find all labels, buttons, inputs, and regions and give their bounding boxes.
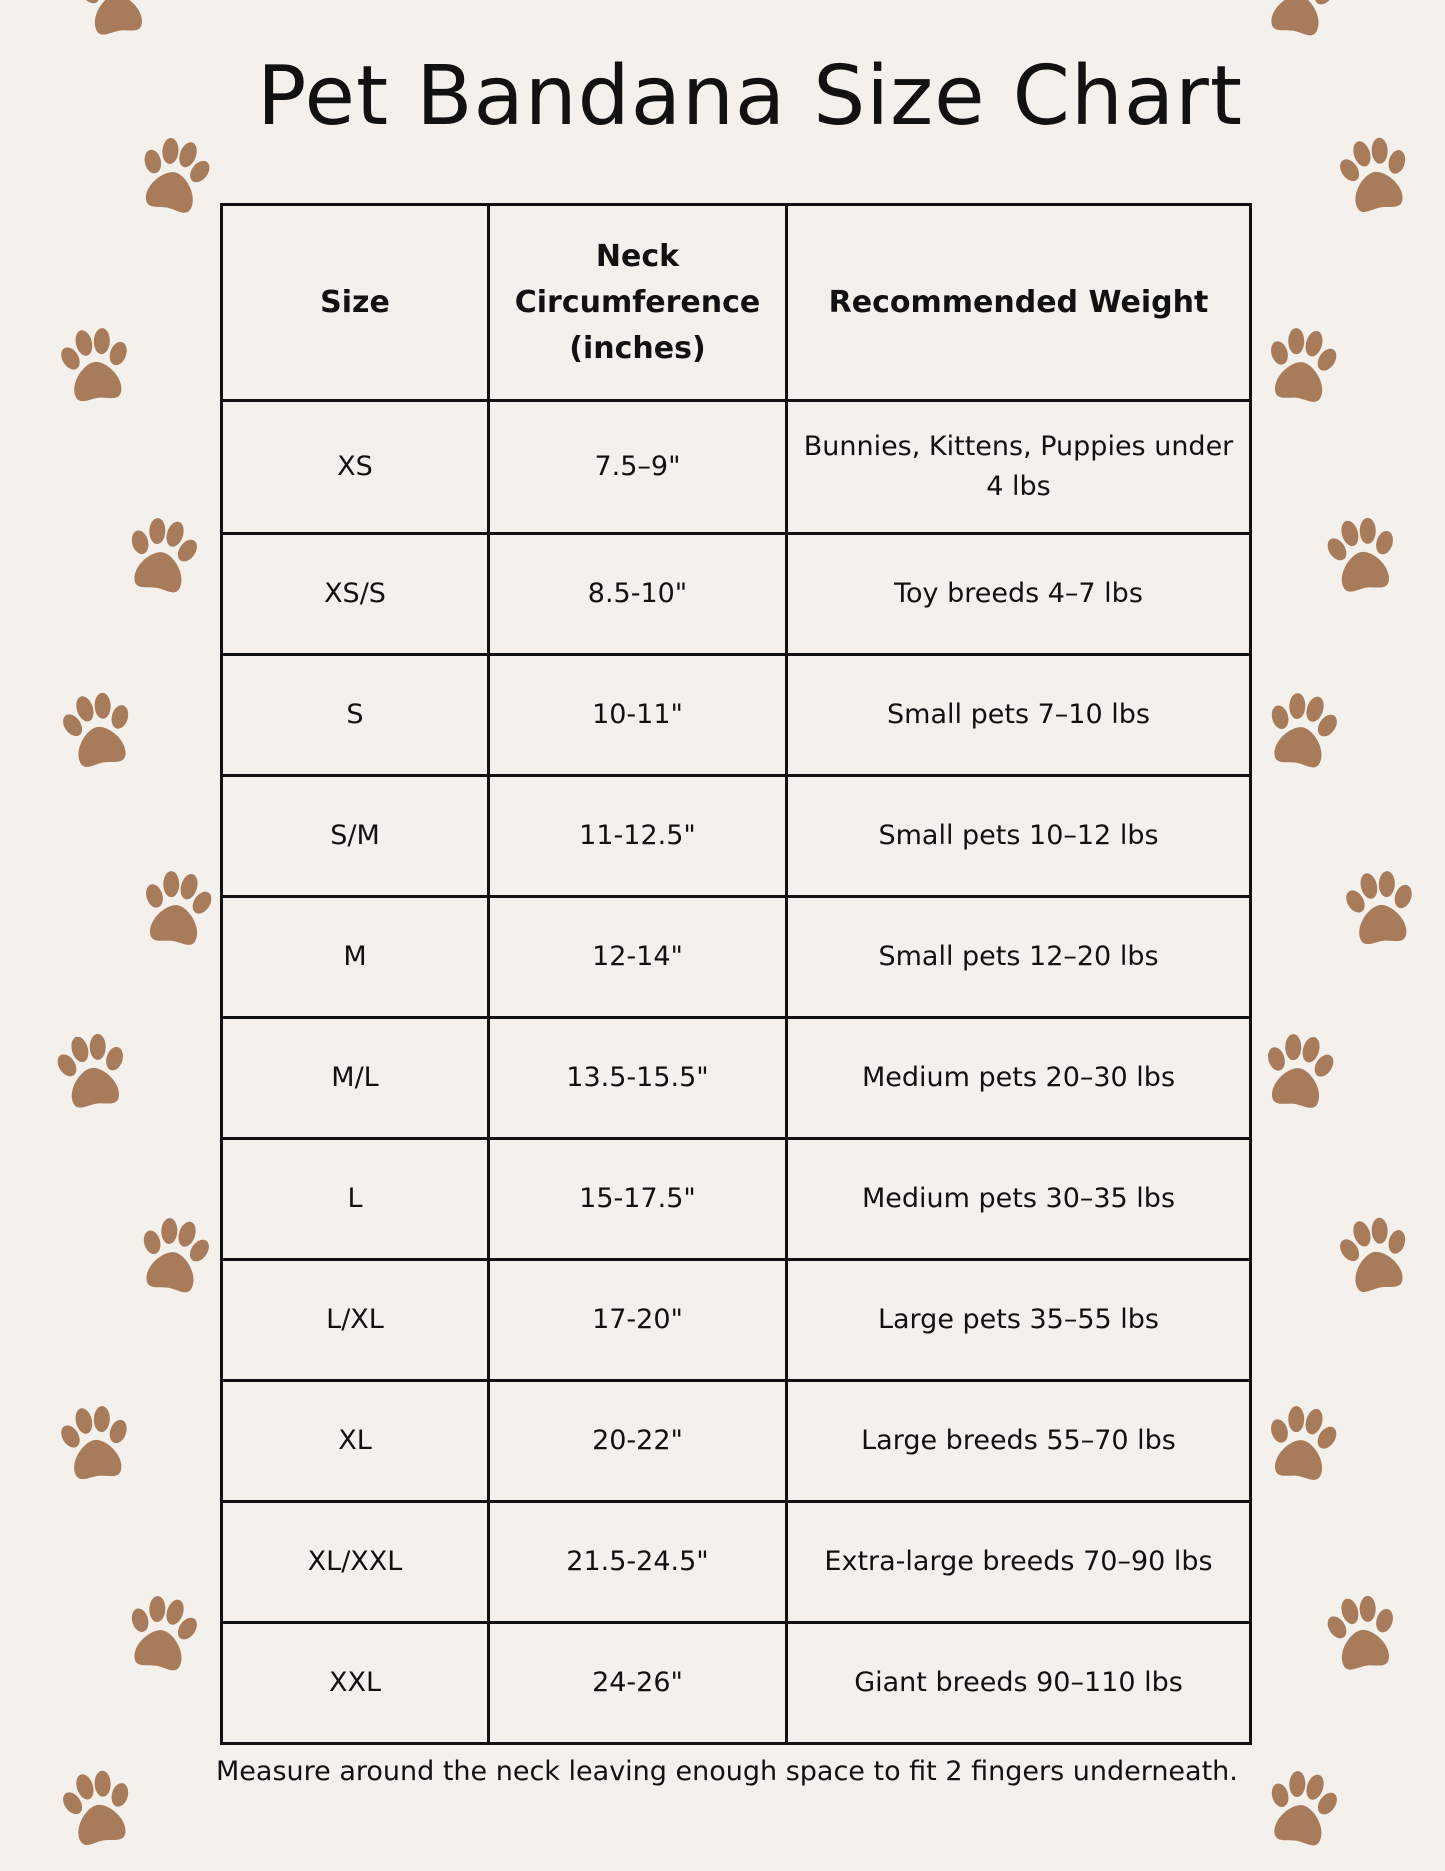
paw-print-icon bbox=[120, 1591, 204, 1674]
paw-print-icon bbox=[1261, 324, 1343, 405]
paw-print-icon bbox=[132, 1213, 216, 1296]
cell-neck: 7.5–9" bbox=[489, 401, 787, 534]
paw-print-icon bbox=[1340, 867, 1420, 946]
paw-print-icon bbox=[1321, 513, 1403, 594]
cell-neck: 24-26" bbox=[489, 1623, 787, 1744]
paw-print-icon bbox=[120, 513, 204, 596]
cell-size: S/M bbox=[222, 776, 489, 897]
table-header-row bbox=[222, 205, 1251, 401]
cell-neck: 8.5-10" bbox=[489, 534, 787, 655]
cell-size: XL/XXL bbox=[222, 1502, 489, 1623]
cell-neck: 13.5-15.5" bbox=[489, 1018, 787, 1139]
cell-neck: 11-12.5" bbox=[489, 776, 787, 897]
cell-size: XXL bbox=[222, 1623, 489, 1744]
paw-print-icon bbox=[1321, 1591, 1403, 1672]
paw-print-icon bbox=[74, 0, 156, 37]
table-row bbox=[222, 655, 1251, 776]
cell-size: L bbox=[222, 1139, 489, 1260]
table-row bbox=[222, 776, 1251, 897]
paw-print-icon bbox=[1333, 1212, 1417, 1295]
cell-weight: Large pets 35–55 lbs bbox=[787, 1260, 1251, 1381]
cell-neck: 20-22" bbox=[489, 1381, 787, 1502]
table-row bbox=[222, 534, 1251, 655]
cell-neck: 21.5-24.5" bbox=[489, 1502, 787, 1623]
cell-neck: 17-20" bbox=[489, 1260, 787, 1381]
cell-size: M/L bbox=[222, 1018, 489, 1139]
table-row bbox=[222, 1260, 1251, 1381]
table-row bbox=[222, 897, 1251, 1018]
paw-print-icon bbox=[55, 1402, 135, 1481]
cell-weight: Medium pets 30–35 lbs bbox=[787, 1139, 1251, 1260]
header-recommended-weight: Recommended Weight bbox=[787, 205, 1251, 401]
paw-print-icon bbox=[56, 687, 140, 770]
size-chart-table bbox=[220, 203, 1252, 1745]
paw-print-icon bbox=[51, 1029, 133, 1110]
paw-print-icon bbox=[1260, 1766, 1344, 1849]
paw-print-icon bbox=[1260, 688, 1344, 771]
paw-print-icon bbox=[1257, 0, 1341, 39]
table-row bbox=[222, 401, 1251, 534]
cell-size: L/XL bbox=[222, 1260, 489, 1381]
cell-neck: 12-14" bbox=[489, 897, 787, 1018]
header-neck-circumference: Neck Circumference (inches) bbox=[489, 205, 787, 401]
cell-size: M bbox=[222, 897, 489, 1018]
cell-weight: Bunnies, Kittens, Puppies under 4 lbs bbox=[787, 401, 1251, 534]
page-title: Pet Bandana Size Chart bbox=[257, 49, 1243, 144]
table-row bbox=[222, 1502, 1251, 1623]
cell-weight: Extra-large breeds 70–90 lbs bbox=[787, 1502, 1251, 1623]
cell-weight: Small pets 10–12 lbs bbox=[787, 776, 1251, 897]
cell-weight: Large breeds 55–70 lbs bbox=[787, 1381, 1251, 1502]
table-row bbox=[222, 1139, 1251, 1260]
paw-print-icon bbox=[136, 867, 218, 948]
cell-neck: 15-17.5" bbox=[489, 1139, 787, 1260]
paw-print-icon bbox=[56, 1765, 140, 1848]
cell-weight: Medium pets 20–30 lbs bbox=[787, 1018, 1251, 1139]
cell-size: XS bbox=[222, 401, 489, 534]
measuring-instructions: Measure around the neck leaving enough space to fit 2 fingers underneath. bbox=[216, 1756, 1238, 1787]
cell-neck: 10-11" bbox=[489, 655, 787, 776]
table-row bbox=[222, 1381, 1251, 1502]
cell-weight: Toy breeds 4–7 lbs bbox=[787, 534, 1251, 655]
table-row bbox=[222, 1018, 1251, 1139]
table-row bbox=[222, 1623, 1251, 1744]
cell-weight: Small pets 12–20 lbs bbox=[787, 897, 1251, 1018]
cell-weight: Small pets 7–10 lbs bbox=[787, 655, 1251, 776]
cell-size: S bbox=[222, 655, 489, 776]
header-size: Size bbox=[222, 205, 489, 401]
cell-size: XL bbox=[222, 1381, 489, 1502]
paw-print-icon bbox=[1258, 1030, 1340, 1111]
paw-print-icon bbox=[1261, 1402, 1343, 1483]
paw-print-icon bbox=[55, 324, 135, 403]
cell-weight: Giant breeds 90–110 lbs bbox=[787, 1623, 1251, 1744]
cell-size: XS/S bbox=[222, 534, 489, 655]
